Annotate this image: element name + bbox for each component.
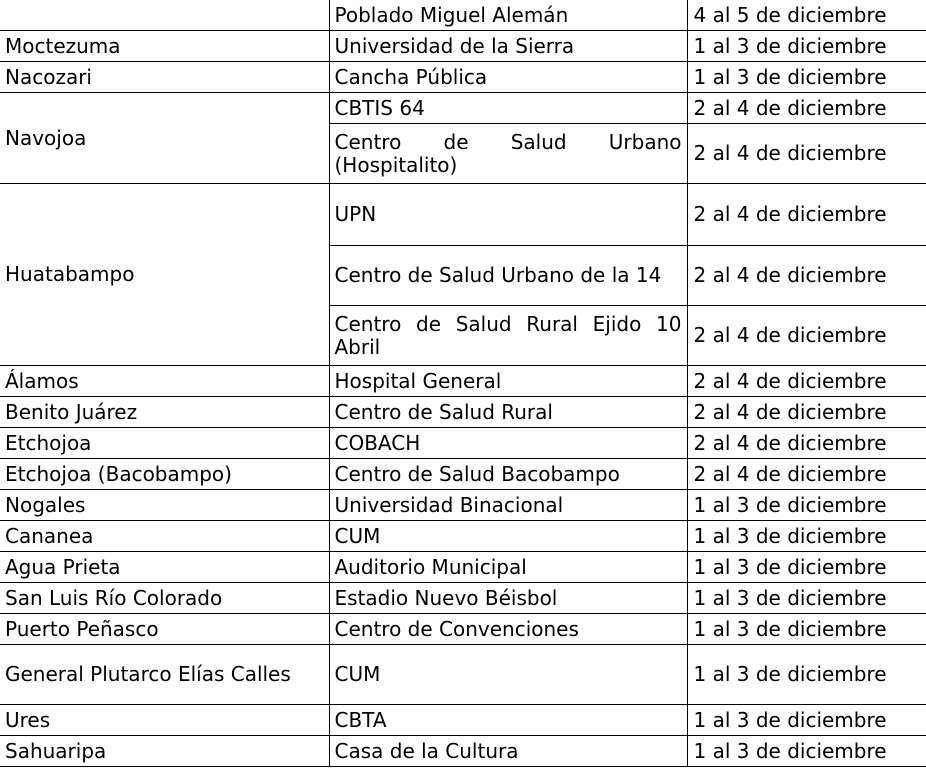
- table-row: [0, 31, 926, 62]
- sede-cell: Universidad Binacional: [329, 490, 687, 521]
- municipio-cell: Moctezuma: [0, 31, 329, 62]
- sede-cell: Cancha Pública: [329, 62, 687, 93]
- sede-cell: Centro de Salud Rural Ejido 10 Abril: [329, 306, 687, 366]
- sede-cell: CUM: [329, 645, 687, 705]
- sede-cell: Centro de Salud Urbano de la 14: [329, 246, 687, 306]
- fecha-cell: 1 al 3 de diciembre: [687, 62, 926, 93]
- table-row: [0, 0, 926, 31]
- sede-cell: Centro de Salud Rural: [329, 397, 687, 428]
- fecha-cell: 1 al 3 de diciembre: [687, 645, 926, 705]
- fecha-cell: 2 al 4 de diciembre: [687, 306, 926, 366]
- sede-cell: Hospital General: [329, 366, 687, 397]
- sede-cell: CUM: [329, 521, 687, 552]
- table-row: [0, 62, 926, 93]
- municipio-cell: Agua Prieta: [0, 552, 329, 583]
- municipio-cell: Etchojoa (Bacobampo): [0, 459, 329, 490]
- fecha-cell: 1 al 3 de diciembre: [687, 31, 926, 62]
- municipio-cell: [0, 0, 329, 31]
- table-row: [0, 459, 926, 490]
- table-row: [0, 645, 926, 705]
- sede-cell: COBACH: [329, 428, 687, 459]
- municipio-cell: Ures: [0, 705, 329, 736]
- fecha-cell: 1 al 3 de diciembre: [687, 521, 926, 552]
- table-row: [0, 366, 926, 397]
- fecha-cell: 2 al 4 de diciembre: [687, 246, 926, 306]
- fecha-cell: 1 al 3 de diciembre: [687, 552, 926, 583]
- sede-cell: CBTIS 64: [329, 93, 687, 124]
- municipio-cell: Puerto Peñasco: [0, 614, 329, 645]
- table-row: [0, 583, 926, 614]
- municipio-cell: Sahuaripa: [0, 736, 329, 767]
- sede-cell: CBTA: [329, 705, 687, 736]
- municipio-cell: Etchojoa: [0, 428, 329, 459]
- sede-cell: Centro de Salud Bacobampo: [329, 459, 687, 490]
- sede-cell: Estadio Nuevo Béisbol: [329, 583, 687, 614]
- table-row: [0, 552, 926, 583]
- municipio-cell: Nogales: [0, 490, 329, 521]
- table-row: [0, 93, 926, 124]
- fecha-cell: 1 al 3 de diciembre: [687, 490, 926, 521]
- table-row: [0, 736, 926, 767]
- sede-cell: Universidad de la Sierra: [329, 31, 687, 62]
- municipio-cell: General Plutarco Elías Calles: [0, 645, 329, 705]
- sede-cell: Centro de Convenciones: [329, 614, 687, 645]
- municipio-cell: Cananea: [0, 521, 329, 552]
- fecha-cell: 2 al 4 de diciembre: [687, 93, 926, 124]
- municipio-cell: Huatabampo: [0, 184, 329, 366]
- fecha-cell: 2 al 4 de diciembre: [687, 397, 926, 428]
- municipio-cell: San Luis Río Colorado: [0, 583, 329, 614]
- fecha-cell: 4 al 5 de diciembre: [687, 0, 926, 31]
- table-row: [0, 614, 926, 645]
- table-row: [0, 397, 926, 428]
- fecha-cell: 1 al 3 de diciembre: [687, 705, 926, 736]
- table-row: [0, 184, 926, 246]
- table-row: [0, 521, 926, 552]
- fecha-cell: 1 al 3 de diciembre: [687, 583, 926, 614]
- fecha-cell: 2 al 4 de diciembre: [687, 124, 926, 184]
- fecha-cell: 2 al 4 de diciembre: [687, 428, 926, 459]
- sede-cell: Poblado Miguel Alemán: [329, 0, 687, 31]
- sede-cell: UPN: [329, 184, 687, 246]
- table-row: [0, 705, 926, 736]
- municipio-cell: Álamos: [0, 366, 329, 397]
- table-row: [0, 428, 926, 459]
- fecha-cell: 2 al 4 de diciembre: [687, 184, 926, 246]
- sede-cell: Casa de la Cultura: [329, 736, 687, 767]
- municipio-cell: Nacozari: [0, 62, 329, 93]
- fecha-cell: 2 al 4 de diciembre: [687, 459, 926, 490]
- fecha-cell: 1 al 3 de diciembre: [687, 614, 926, 645]
- municipio-cell: Navojoa: [0, 93, 329, 184]
- sede-cell: Centro de Salud Urbano (Hospitalito): [329, 124, 687, 184]
- sede-cell: Auditorio Municipal: [329, 552, 687, 583]
- fecha-cell: 2 al 4 de diciembre: [687, 366, 926, 397]
- municipio-cell: Benito Juárez: [0, 397, 329, 428]
- table-row: [0, 490, 926, 521]
- fecha-cell: 1 al 3 de diciembre: [687, 736, 926, 767]
